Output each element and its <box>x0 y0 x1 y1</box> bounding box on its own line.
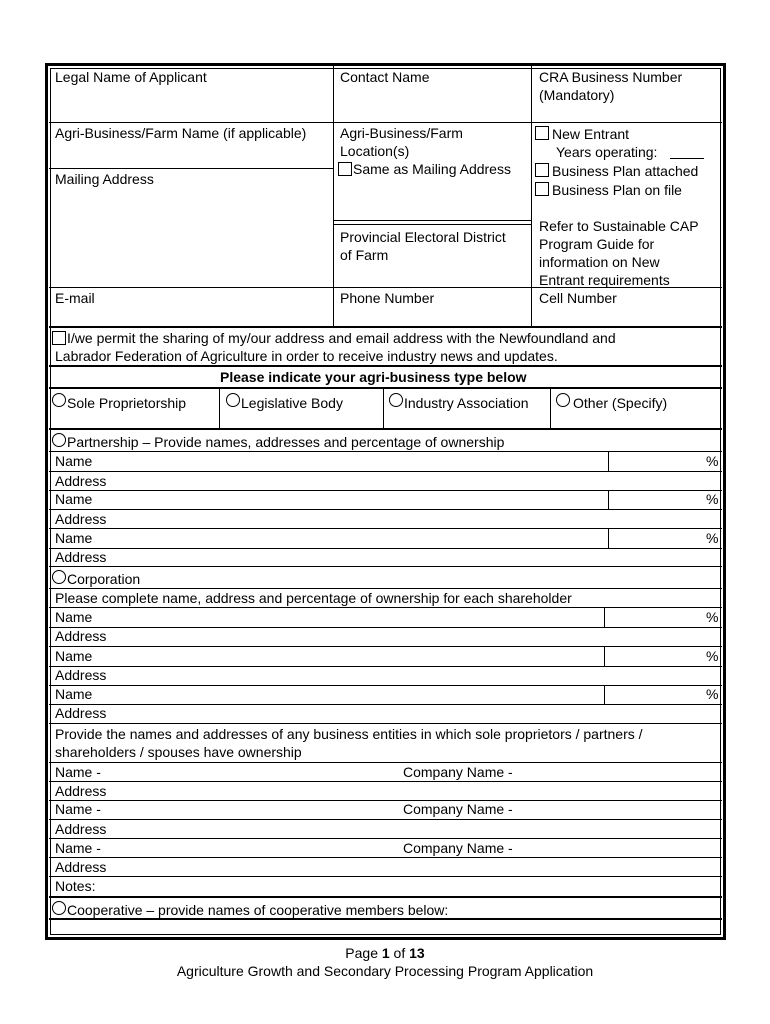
column-divider <box>383 389 384 428</box>
sole-proprietorship-radio[interactable] <box>52 393 66 407</box>
business-plan-attached-checkbox[interactable] <box>535 163 549 177</box>
row-divider <box>333 224 531 225</box>
partner-address-label: Address <box>55 511 107 527</box>
shareholder-name-label: Name <box>55 609 93 625</box>
partner-pct-label: % <box>706 453 719 469</box>
page-current: 1 <box>381 945 390 961</box>
notes-label: Notes: <box>55 878 96 894</box>
legislative-body-label: Legislative Body <box>241 395 343 411</box>
row-divider <box>49 607 722 608</box>
corporation-instruction: Please complete name, address and percentage of ownership for each shareholder <box>55 590 572 606</box>
entities-line2: shareholders / spouses have ownership <box>55 744 302 760</box>
entity-address-label: Address <box>55 821 107 837</box>
partner-pct-label: % <box>706 530 719 546</box>
partner-name-label: Name <box>55 530 93 546</box>
shareholder-address-label: Address <box>55 705 107 721</box>
row-divider <box>49 566 722 567</box>
legal-name-label: Legal Name of Applicant <box>55 69 207 85</box>
row-divider <box>49 168 333 169</box>
contact-name-label: Contact Name <box>340 69 430 85</box>
shareholder-pct-label: % <box>706 686 719 702</box>
row-divider <box>49 762 722 763</box>
column-divider <box>608 451 609 471</box>
corporation-radio[interactable] <box>52 570 66 584</box>
row-divider <box>49 876 722 877</box>
shareholder-address-label: Address <box>55 628 107 644</box>
shareholder-address-label: Address <box>55 667 107 683</box>
legislative-body-radio[interactable] <box>226 393 240 407</box>
column-divider <box>608 528 609 548</box>
row-divider <box>49 528 722 529</box>
partner-pct-label: % <box>706 491 719 507</box>
refer-line: Program Guide for <box>539 236 655 252</box>
corporation-label: Corporation <box>67 571 141 587</box>
entity-name-label: Name - <box>55 801 101 817</box>
same-as-mailing-label: Same as Mailing Address <box>353 161 511 177</box>
column-divider <box>333 287 334 326</box>
entity-name-label: Name - <box>55 840 101 856</box>
row-divider <box>49 387 722 389</box>
farm-name-label: Agri-Business/Farm Name (if applicable) <box>55 125 307 141</box>
mailing-address-label: Mailing Address <box>55 171 154 187</box>
shareholder-pct-label: % <box>706 609 719 625</box>
same-as-mailing-checkbox[interactable] <box>338 162 352 176</box>
row-divider <box>49 838 722 839</box>
page-number <box>0 944 770 962</box>
refer-line: Refer to Sustainable CAP <box>539 218 699 234</box>
row-divider <box>49 666 722 667</box>
row-divider <box>49 428 722 430</box>
shareholder-name-label: Name <box>55 686 93 702</box>
column-divider <box>219 389 220 428</box>
entity-name-label: Name - <box>55 764 101 780</box>
entity-address-label: Address <box>55 859 107 875</box>
business-plan-on-file-checkbox[interactable] <box>535 182 549 196</box>
partner-name-label: Name <box>55 491 93 507</box>
footer-title: Agriculture Growth and Secondary Processing Program Application <box>176 963 594 979</box>
row-divider <box>49 326 722 328</box>
row-divider <box>49 490 722 491</box>
row-divider <box>49 918 722 920</box>
row-divider <box>49 627 722 628</box>
entity-company-label: Company Name - <box>403 801 513 817</box>
column-divider <box>604 646 605 666</box>
cooperative-label: Cooperative – provide names of cooperative members below: <box>67 902 449 918</box>
column-divider <box>608 490 609 509</box>
entity-address-label: Address <box>55 783 107 799</box>
row-divider <box>49 704 722 705</box>
other-specify-label: Other (Specify) <box>573 395 668 411</box>
row-divider <box>49 646 722 647</box>
partnership-radio[interactable] <box>52 433 66 447</box>
column-divider <box>604 607 605 627</box>
electoral-district-line1: Provincial Electoral District <box>340 229 506 245</box>
partner-address-label: Address <box>55 549 107 565</box>
column-divider <box>333 66 334 287</box>
email-label: E-mail <box>55 290 95 306</box>
row-divider <box>49 509 722 510</box>
cell-label: Cell Number <box>539 290 617 306</box>
row-divider <box>49 857 722 858</box>
new-entrant-checkbox[interactable] <box>535 126 549 140</box>
page-of: of <box>389 945 410 961</box>
row-divider <box>333 220 531 221</box>
partner-address-label: Address <box>55 473 107 489</box>
sole-proprietorship-label: Sole Proprietorship <box>67 395 187 411</box>
row-divider <box>49 548 722 549</box>
column-divider <box>550 389 551 428</box>
entities-line1: Provide the names and addresses of any business entities in which sole proprietors / partners / <box>55 726 643 742</box>
shareholder-pct-label: % <box>706 648 719 664</box>
row-divider <box>49 122 722 123</box>
consent-line1: I/we permit the sharing of my/our address and email address with the Newfoundland and <box>67 330 616 346</box>
row-divider <box>49 800 722 801</box>
partnership-label: Partnership – Provide names, addresses and percentage of ownership <box>67 434 505 450</box>
refer-line: Entrant requirements <box>539 272 670 288</box>
consent-line2: Labrador Federation of Agriculture in order to receive industry news and updates. <box>55 348 558 364</box>
farm-location-line1: Agri-Business/Farm <box>340 125 463 141</box>
row-divider <box>49 896 722 898</box>
cooperative-radio[interactable] <box>52 901 66 915</box>
business-plan-on-file-label: Business Plan on file <box>552 182 682 198</box>
row-divider <box>49 723 722 724</box>
other-specify-radio[interactable] <box>556 393 570 407</box>
partner-name-label: Name <box>55 453 93 469</box>
farm-location-line2: Location(s) <box>340 143 410 159</box>
new-entrant-label: New Entrant <box>552 126 630 142</box>
row-divider <box>49 819 722 820</box>
electoral-district-line2: of Farm <box>340 247 389 263</box>
cra-label-line2: (Mandatory) <box>539 87 615 103</box>
row-divider <box>49 365 722 367</box>
column-divider <box>604 685 605 704</box>
row-divider <box>49 685 722 686</box>
industry-association-radio[interactable] <box>389 393 403 407</box>
row-divider <box>49 287 722 288</box>
refer-line: information on New <box>539 254 660 270</box>
row-divider <box>49 781 722 782</box>
business-plan-attached-label: Business Plan attached <box>552 163 699 179</box>
years-operating-field[interactable] <box>670 158 704 159</box>
row-divider <box>49 471 722 472</box>
entity-company-label: Company Name - <box>403 840 513 856</box>
page-prefix: Page <box>345 945 382 961</box>
entity-company-label: Company Name - <box>403 764 513 780</box>
cra-label-line1: CRA Business Number <box>539 69 683 85</box>
years-operating-label: Years operating: <box>556 144 658 160</box>
industry-association-label: Industry Association <box>404 395 529 411</box>
shareholder-name-label: Name <box>55 648 93 664</box>
phone-label: Phone Number <box>340 290 435 306</box>
consent-checkbox[interactable] <box>52 331 66 345</box>
business-type-heading: Please indicate your agri-business type below <box>220 369 527 385</box>
page-total: 13 <box>409 945 425 961</box>
row-divider <box>49 451 722 452</box>
